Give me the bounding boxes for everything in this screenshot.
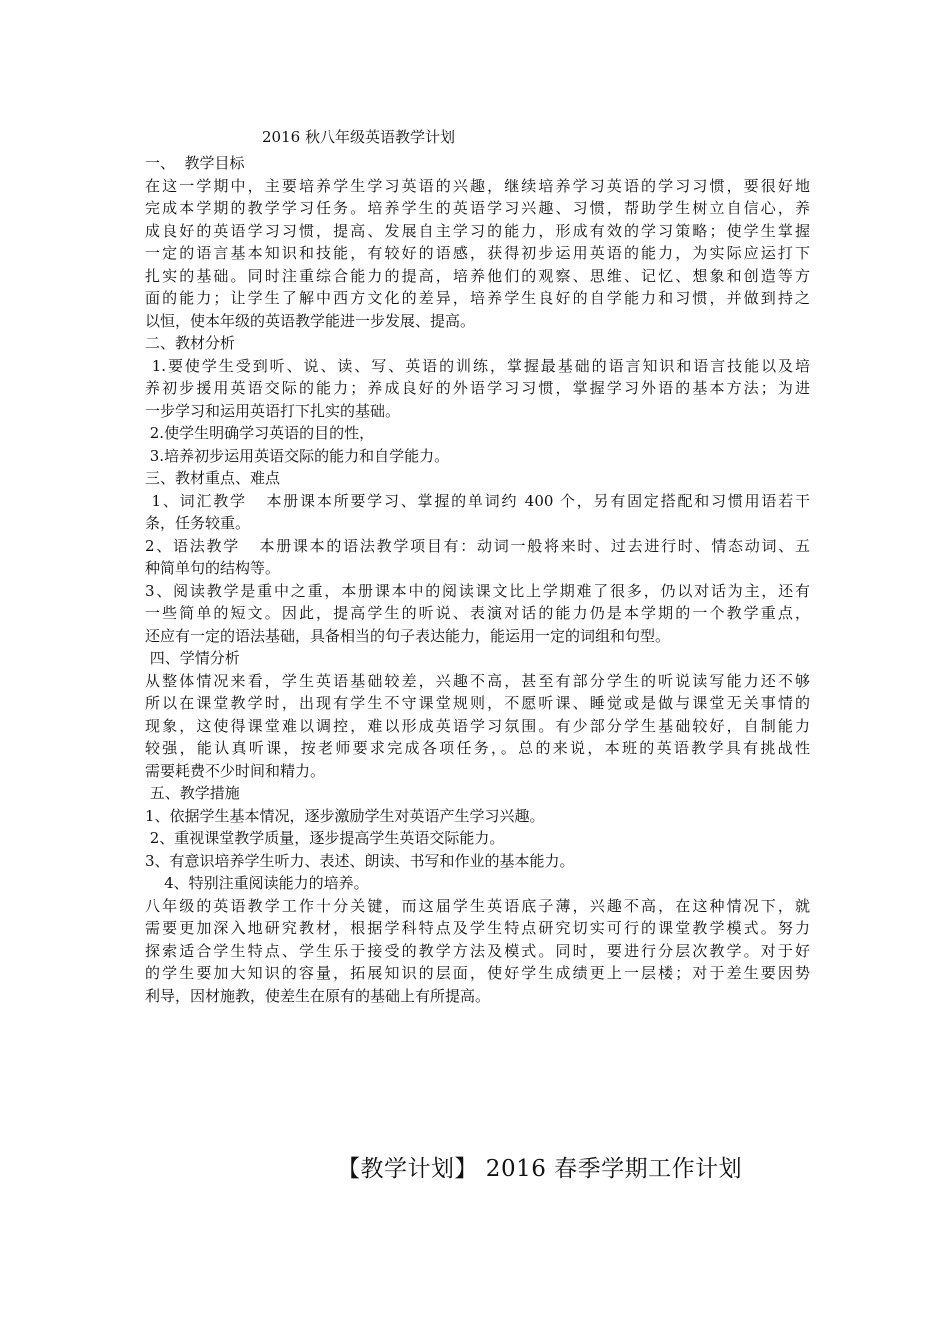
text-line: 完成本学期的教学学习任务。培养学生的英语学习兴趣、习惯，帮助学生树立自信心，养 — [145, 199, 810, 217]
text-line: 探索适合学生特点、学生乐于接受的教学方法及模式。同时，要进行分层次教学。对于好 — [145, 941, 810, 960]
text-line: 3、有意识培养学生听力、表述、朗读、书写和作业的基本能力。 — [145, 851, 575, 870]
text-line: 四、学情分析 — [145, 649, 240, 667]
text-line: 一、 教学目标 — [145, 154, 245, 172]
text-line: 1.要使学生受到听、说、读、写、英语的训练，掌握最基础的语言知识和语言技能以及培 — [145, 356, 810, 375]
text-line: 条，任务较重。 — [145, 514, 251, 532]
text-line: 八年级的英语教学工作十分关键，而这届学生英语底子薄，兴趣不高，在这种情况下，就 — [145, 896, 810, 915]
text-line: 从整体情况来看，学生英语基础较差，兴趣不高，甚至有部分学生的听说读写能力还不够 — [145, 671, 810, 690]
text-line: 1、词汇教学 本册课本所要学习、掌握的单词约 400 个，另有固定搭配和习惯用语若干 — [145, 491, 810, 510]
text-line: 需要更加深入地研究教材，根据学科特点及学生特点研究切实可行的课堂教学模式。努力 — [145, 919, 810, 937]
text-line: 种简单句的结构等。 — [145, 559, 281, 577]
text-line: 在这一学期中，主要培养学生学习英语的兴趣，继续培养学习英语的学习习惯，要很好地 — [145, 176, 810, 195]
text-line: 2.使学生明确学习英语的目的性， — [145, 424, 375, 442]
text-line: 的学生要加大知识的容量，拓展知识的层面，使好学生成绩更上一层楼；对于差生要因势 — [145, 964, 810, 982]
text-line: 3、阅读教学是重中之重，本册课本中的阅读课文比上学期难了很多，仍以对话为主，还有 — [145, 581, 810, 600]
text-line: 二、教材分析 — [145, 334, 236, 352]
text-line: 面的能力；让学生了解中西方文化的差异，培养学生良好的自学能力和习惯，并做到持之 — [145, 289, 810, 307]
text-line: 一步学习和运用英语打下扎实的基础。 — [145, 401, 401, 420]
text-line: 成良好的英语学习习惯，提高、发展自主学习的能力，形成有效的学习策略；使学生掌握 — [145, 221, 810, 240]
text-line: 需要耗费不少时间和精力。 — [145, 761, 326, 780]
text-line: 扎实的基础。同时注重综合能力的提高，培养他们的观察、思维、记忆、想象和创造等方 — [145, 266, 810, 285]
text-line: 2、语法教学 本册课本的语法教学项目有：动词一般将来时、过去进行时、情态动词、五 — [145, 536, 810, 555]
text-line: 一定的语言基本知识和技能，有较好的语感，获得初步运用英语的能力，为实际应运打下 — [145, 244, 810, 262]
text-line: 较强，能认真听课，按老师要求完成各项任务，。总的来说，本班的英语教学具有挑战性 — [145, 739, 810, 757]
text-line: 还应有一定的语法基础，具备相当的句子表达能力，能运用一定的词组和句型。 — [145, 626, 671, 645]
text-line: 所以在课堂教学时，出现有学生不守课堂规则，不愿听课、睡觉或是做与课堂无关事情的 — [145, 694, 810, 712]
text-line: 2、重视课堂教学质量，逐步提高学生英语交际能力。 — [145, 829, 505, 847]
text-line: 现象，这使得课堂难以调控，难以形成英语学习氛围。有少部分学生基础较好，自制能力 — [145, 716, 810, 735]
text-line: 3.培养初步运用英语交际的能力和自学能力。 — [145, 446, 450, 465]
text-line: 一些简单的短文。因此，提高学生的听说、表演对话的能力仍是本学期的一个教学重点， — [145, 604, 810, 622]
text-line: 4、特别注重阅读能力的培养。 — [145, 874, 369, 892]
document-body — [145, 152, 810, 1007]
text-line: 以恒，使本年级的英语教学能进一步发展、提高。 — [145, 311, 476, 330]
text-line: 五、教学措施 — [145, 784, 240, 802]
text-line: 养初步援用英语交际的能力；养成良好的外语学习习惯，掌握学习外语的基本方法；为进 — [145, 379, 810, 397]
text-line: 1、依据学生基本情况，逐步激励学生对英语产生学习兴趣。 — [145, 806, 545, 825]
text-line: 利导，因材施教，使差生在原有的基础上有所提高。 — [145, 986, 491, 1005]
text-line: 三、教材重点、难点 — [145, 469, 281, 487]
document-title: 2016 秋八年级英语教学计划 — [262, 128, 455, 146]
footer-title: 【教学计划】 2016 春季学期工作计划 — [337, 1156, 743, 1182]
